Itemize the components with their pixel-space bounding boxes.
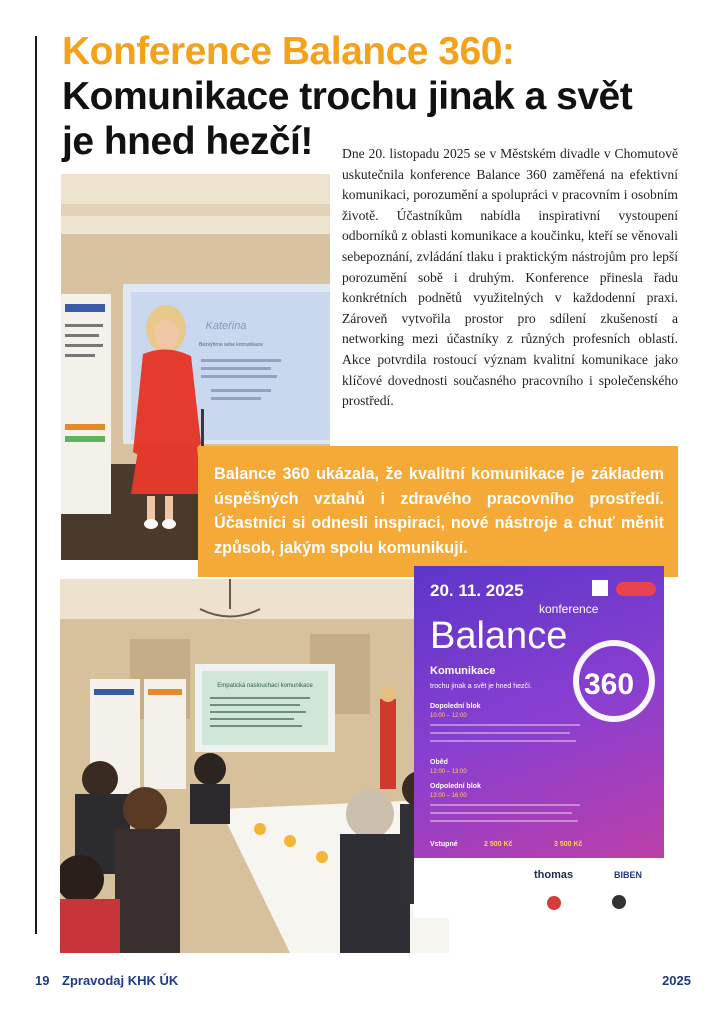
- issue-year: 2025: [662, 973, 691, 988]
- poster-tagline-bold: Komunikace: [430, 665, 496, 677]
- program-time-3: 13:00 – 16:00: [430, 793, 467, 799]
- page-number: 19: [35, 973, 50, 988]
- pull-quote-text: Balance 360 ukázala, že kvalitní komunikace je základem úspěšných vztahů i zdravého pracovního prostředí. Účastníci si odnesli inspiraci, nové nástroje a chuť měnit způsob, jakým spolu komunikují.: [214, 465, 664, 557]
- partner-thomas: thomas: [534, 869, 574, 881]
- entry-label: Vstupné: [430, 841, 458, 848]
- poster-name: Balance: [430, 615, 568, 657]
- article-body: Dne 20. listopadu 2025 se v Městském divadle v Chomutově uskutečnila konference Balance 360 zaměřená na efektivní komunikaci, porozumění a spolupráci v pracovním i osobním životě. Účastníkům nabídla inspirativní vystoupení odborníků z oblasti komunikace a koučinku, kteří se věnovali sebepoznání, zvládání tlaku i praktickým nástrojům pro lepší porozumění sobě i druhým. Konference přinesla řadu konkrétních podnětů využitelných v každodenní praxi. Zároveň vytvořila prostor pro sdílení zkušeností a networking mezi účastníky z různých profesních oblastí. Akce potvrdila rostoucí význam kvalitní komunikace jako klíčové dovednosti současného pracovního i společenského prostředí.: [342, 146, 678, 409]
- magazine-name: Zpravodaj KHK ÚK: [62, 973, 179, 988]
- headline-line-b: je hned hezčí!: [62, 120, 313, 163]
- program-label-3: Odpolední blok: [430, 783, 481, 790]
- program-time-1: 10:00 – 12:00: [430, 713, 467, 719]
- event-poster: [414, 566, 664, 918]
- slide-name: Kateřina: [205, 320, 247, 332]
- poster-number: 360: [584, 668, 635, 701]
- price-2: 3 500 Kč: [554, 841, 583, 848]
- slide-title: Bezvýhrne sebe komunikace: [199, 342, 263, 348]
- price-1: 2 500 Kč: [484, 841, 513, 848]
- partner-biben: BIBEN: [614, 870, 643, 880]
- audience-photo: [60, 579, 449, 953]
- program-label-2: Oběd: [430, 759, 448, 766]
- pull-quote: [198, 446, 678, 577]
- headline-event: Konference Balance 360:: [62, 30, 515, 73]
- headline-line-a: Komunikace trochu jinak a svět: [62, 75, 633, 118]
- program-time-2: 12:00 – 13:00: [430, 769, 467, 775]
- slide2-title: Empatická naslouchací komunikace: [217, 683, 313, 689]
- poster-subtitle: konference: [539, 602, 599, 616]
- margin-rule: [35, 36, 37, 934]
- program-label-1: Dopolední blok: [430, 703, 481, 710]
- poster-date: 20. 11. 2025: [430, 581, 524, 600]
- poster-tagline: trochu jinak a svět je hned hezčí.: [430, 683, 532, 690]
